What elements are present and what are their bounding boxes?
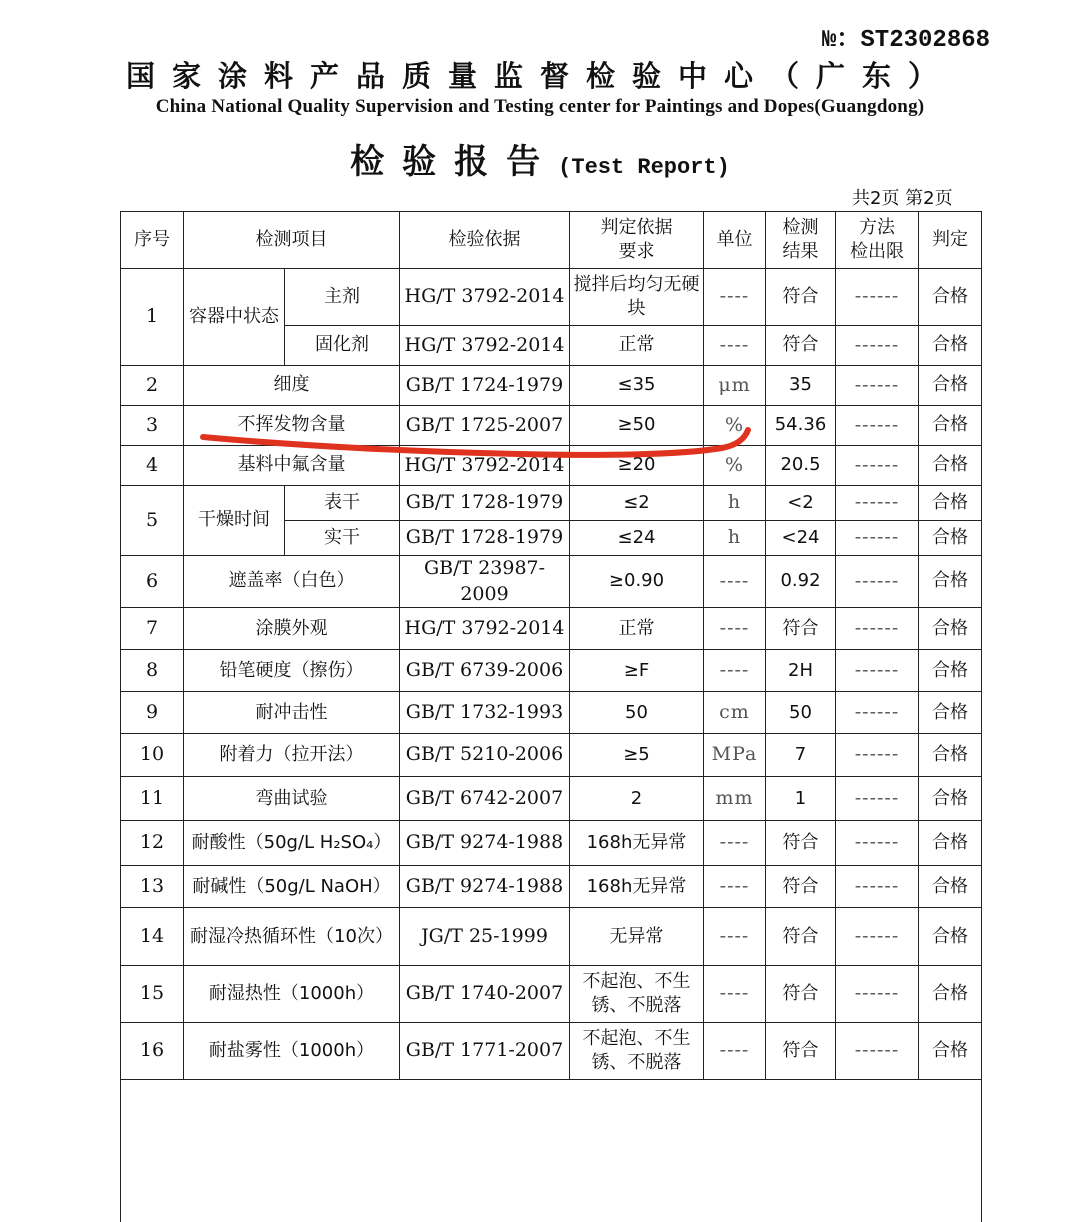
cell-result: 符合: [766, 966, 836, 1023]
cell-unit: ----: [704, 966, 766, 1023]
cell-sub-item: 表干: [285, 486, 400, 521]
organization-title-cn: 国家涂料产品质量监督检验中心（广东）: [125, 59, 954, 93]
table-body: [121, 212, 982, 1080]
cell-item: 耐碱性（50g/L NaOH）: [184, 866, 400, 908]
cell-verdict: 合格: [919, 608, 982, 650]
cell-result: 7: [766, 734, 836, 777]
cell-basis: GB/T 1732-1993: [400, 692, 570, 734]
col-header-result-line1: 检测: [782, 216, 819, 238]
cell-result: 符合: [766, 326, 836, 366]
cell-no: 1: [121, 269, 184, 366]
cell-no: 12: [121, 821, 184, 866]
cell-detection-limit: ------: [836, 556, 919, 608]
table-row: [121, 486, 982, 521]
cell-requirement: ≥F: [570, 650, 704, 692]
cell-basis: GB/T 9274-1988: [400, 821, 570, 866]
cell-no: 3: [121, 406, 184, 446]
cell-requirement: ≥0.90: [570, 556, 704, 608]
cell-unit: mm: [704, 777, 766, 821]
cell-unit: ----: [704, 326, 766, 366]
cell-verdict: 合格: [919, 734, 982, 777]
cell-requirement: ≤2: [570, 486, 704, 521]
cell-result: 符合: [766, 866, 836, 908]
cell-verdict: 合格: [919, 521, 982, 556]
cell-detection-limit: ------: [836, 486, 919, 521]
cell-unit: %: [704, 446, 766, 486]
col-header-detection-limit: [836, 212, 919, 269]
cell-no: 10: [121, 734, 184, 777]
cell-unit: MPa: [704, 734, 766, 777]
cell-requirement: 不起泡、不生锈、不脱落: [570, 1023, 704, 1080]
cell-result: 符合: [766, 269, 836, 326]
cell-verdict: 合格: [919, 1023, 982, 1080]
cell-requirement: 正常: [570, 326, 704, 366]
cell-verdict: 合格: [919, 777, 982, 821]
cell-detection-limit: ------: [836, 446, 919, 486]
cell-verdict: 合格: [919, 486, 982, 521]
cell-item: 附着力（拉开法）: [184, 734, 400, 777]
cell-item: 耐盐雾性（1000h）: [184, 1023, 400, 1080]
cell-result: 0.92: [766, 556, 836, 608]
cell-unit: ----: [704, 1023, 766, 1080]
cell-detection-limit: ------: [836, 1023, 919, 1080]
cell-basis: GB/T 23987-2009: [400, 556, 570, 608]
cell-verdict: 合格: [919, 908, 982, 966]
col-header-limit-line2: 检出限: [850, 241, 904, 262]
cell-detection-limit: ------: [836, 366, 919, 406]
blank-remainder: [120, 1062, 982, 1222]
cell-verdict: 合格: [919, 966, 982, 1023]
cell-result: <2: [766, 486, 836, 521]
cell-no: 7: [121, 608, 184, 650]
cell-item: 涂膜外观: [184, 608, 400, 650]
cell-basis: GB/T 1728-1979: [400, 486, 570, 521]
cell-no: 2: [121, 366, 184, 406]
cell-verdict: 合格: [919, 269, 982, 326]
cell-basis: GB/T 6742-2007: [400, 777, 570, 821]
table-row: [121, 556, 982, 608]
cell-verdict: 合格: [919, 406, 982, 446]
organization-title-en: China National Quality Supervision and Testing center for Paintings and Dopes(Guangdong): [155, 96, 925, 117]
cell-requirement: ≤24: [570, 521, 704, 556]
table-row: [121, 608, 982, 650]
cell-detection-limit: ------: [836, 521, 919, 556]
table-row: [121, 692, 982, 734]
cell-detection-limit: ------: [836, 821, 919, 866]
cell-requirement: 无异常: [570, 908, 704, 966]
cell-no: 5: [121, 486, 184, 556]
cell-detection-limit: ------: [836, 406, 919, 446]
table-row: [121, 650, 982, 692]
cell-requirement: ≥50: [570, 406, 704, 446]
cell-basis: HG/T 3792-2014: [400, 326, 570, 366]
cell-verdict: 合格: [919, 692, 982, 734]
cell-basis: GB/T 9274-1988: [400, 866, 570, 908]
table-row: [121, 966, 982, 1023]
table-row: [121, 446, 982, 486]
cell-result: 1: [766, 777, 836, 821]
col-header-limit-line1: 方法: [859, 216, 895, 238]
table-row: [121, 777, 982, 821]
cell-result: 20.5: [766, 446, 836, 486]
cell-detection-limit: ------: [836, 269, 919, 326]
cell-sub-item: 主剂: [285, 269, 400, 326]
cell-item: 不挥发物含量: [184, 406, 400, 446]
cell-result: 54.36: [766, 406, 836, 446]
cell-result: 50: [766, 692, 836, 734]
cell-result: 35: [766, 366, 836, 406]
table-row: [121, 821, 982, 866]
page-info: 共2页 第2页: [852, 188, 953, 209]
cell-basis: GB/T 1728-1979: [400, 521, 570, 556]
cell-unit: ----: [704, 866, 766, 908]
col-header-result: [766, 212, 836, 269]
cell-basis: GB/T 5210-2006: [400, 734, 570, 777]
cell-requirement: ≤35: [570, 366, 704, 406]
report-number: №：ST2302868: [822, 27, 991, 54]
cell-no: 6: [121, 556, 184, 608]
cell-result: 符合: [766, 908, 836, 966]
report-title-en: (Test Report): [558, 155, 730, 180]
cell-verdict: 合格: [919, 326, 982, 366]
table-row: [121, 269, 982, 326]
col-header-requirement-line2: 要求: [618, 241, 655, 262]
cell-item: 耐酸性（50g/L H₂SO₄）: [184, 821, 400, 866]
cell-basis: GB/T 1771-2007: [400, 1023, 570, 1080]
report-title-cn: 检验报告: [350, 142, 559, 182]
cell-detection-limit: ------: [836, 650, 919, 692]
col-header-requirement-line1: 判定依据: [600, 216, 673, 238]
col-header-item: 检测项目: [184, 212, 400, 269]
cell-requirement: 168h无异常: [570, 866, 704, 908]
cell-no: 4: [121, 446, 184, 486]
cell-item: 耐冲击性: [184, 692, 400, 734]
cell-basis: GB/T 6739-2006: [400, 650, 570, 692]
cell-basis: JG/T 25-1999: [400, 908, 570, 966]
col-header-result-line2: 结果: [782, 241, 819, 262]
cell-sub-item: 实干: [285, 521, 400, 556]
cell-unit: h: [704, 486, 766, 521]
cell-no: 13: [121, 866, 184, 908]
cell-basis: GB/T 1724-1979: [400, 366, 570, 406]
cell-detection-limit: ------: [836, 608, 919, 650]
cell-requirement: ≥5: [570, 734, 704, 777]
cell-verdict: 合格: [919, 556, 982, 608]
cell-unit: ----: [704, 556, 766, 608]
cell-unit: h: [704, 521, 766, 556]
cell-no: 8: [121, 650, 184, 692]
cell-unit: %: [704, 406, 766, 446]
cell-basis: HG/T 3792-2014: [400, 269, 570, 326]
cell-detection-limit: ------: [836, 734, 919, 777]
col-header-no: 序号: [121, 212, 184, 269]
cell-no: 9: [121, 692, 184, 734]
col-header-basis: 检验依据: [400, 212, 570, 269]
cell-unit: ----: [704, 908, 766, 966]
cell-item: 耐湿冷热循环性（10次）: [184, 908, 400, 966]
report-title: [0, 134, 1080, 183]
cell-item: 弯曲试验: [184, 777, 400, 821]
col-header-unit: 单位: [704, 212, 766, 269]
cell-result: 符合: [766, 821, 836, 866]
table-row: [121, 366, 982, 406]
cell-no: 14: [121, 908, 184, 966]
cell-requirement: 搅拌后均匀无硬块: [570, 269, 704, 326]
cell-item: 耐湿热性（1000h）: [184, 966, 400, 1023]
cell-result: 符合: [766, 1023, 836, 1080]
cell-detection-limit: ------: [836, 777, 919, 821]
cell-detection-limit: ------: [836, 326, 919, 366]
cell-unit: cm: [704, 692, 766, 734]
table-header-row: [121, 212, 982, 269]
cell-verdict: 合格: [919, 366, 982, 406]
cell-verdict: 合格: [919, 866, 982, 908]
cell-basis: HG/T 3792-2014: [400, 608, 570, 650]
cell-requirement: 正常: [570, 608, 704, 650]
cell-requirement: ≥20: [570, 446, 704, 486]
cell-detection-limit: ------: [836, 866, 919, 908]
cell-item: 细度: [184, 366, 400, 406]
cell-detection-limit: ------: [836, 908, 919, 966]
cell-verdict: 合格: [919, 446, 982, 486]
cell-result: 2H: [766, 650, 836, 692]
cell-verdict: 合格: [919, 650, 982, 692]
cell-result: <24: [766, 521, 836, 556]
cell-requirement: 2: [570, 777, 704, 821]
table-row: [121, 908, 982, 966]
cell-detection-limit: ------: [836, 966, 919, 1023]
cell-unit: ----: [704, 650, 766, 692]
cell-unit: ----: [704, 269, 766, 326]
table-row: [121, 406, 982, 446]
cell-basis: HG/T 3792-2014: [400, 446, 570, 486]
cell-basis: GB/T 1725-2007: [400, 406, 570, 446]
cell-no: 16: [121, 1023, 184, 1080]
cell-unit: ----: [704, 608, 766, 650]
col-header-verdict: 判定: [919, 212, 982, 269]
cell-basis: GB/T 1740-2007: [400, 966, 570, 1023]
test-results-table: [120, 211, 982, 1080]
col-header-requirement: [570, 212, 704, 269]
cell-sub-item: 固化剂: [285, 326, 400, 366]
cell-unit: ----: [704, 821, 766, 866]
cell-requirement: 50: [570, 692, 704, 734]
cell-verdict: 合格: [919, 821, 982, 866]
cell-item: 干燥时间: [184, 486, 285, 556]
cell-requirement: 不起泡、不生锈、不脱落: [570, 966, 704, 1023]
table-row: [121, 734, 982, 777]
cell-item: 铅笔硬度（擦伤）: [184, 650, 400, 692]
cell-item: 基料中氟含量: [184, 446, 400, 486]
cell-detection-limit: ------: [836, 692, 919, 734]
table-row: [121, 866, 982, 908]
cell-unit: μm: [704, 366, 766, 406]
cell-result: 符合: [766, 608, 836, 650]
cell-item: 容器中状态: [184, 269, 285, 366]
cell-requirement: 168h无异常: [570, 821, 704, 866]
cell-no: 11: [121, 777, 184, 821]
cell-item: 遮盖率（白色）: [184, 556, 400, 608]
cell-no: 15: [121, 966, 184, 1023]
